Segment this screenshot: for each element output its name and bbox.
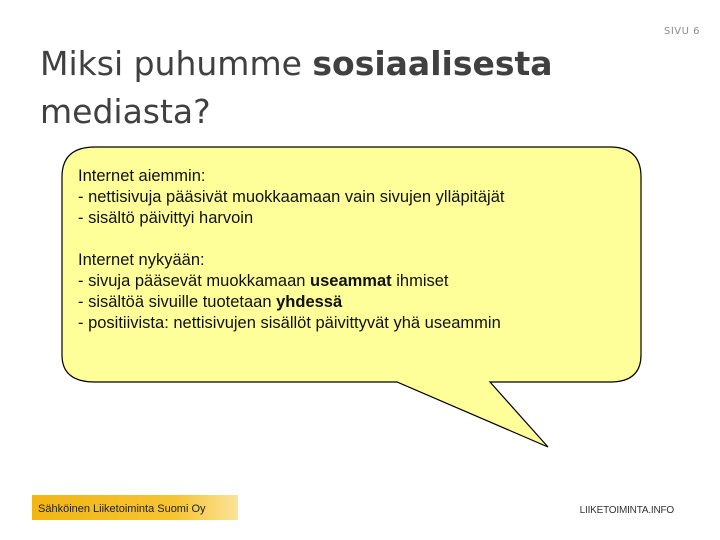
now-line-1-prefix: - sivuja pääsevät muokkamaan <box>78 272 311 290</box>
before-line-1: - nettisivuja pääsivät muokkaamaan vain sivujen ylläpitäjät <box>78 188 505 206</box>
now-line-2-prefix: - sisältöä sivuille tuotetaan <box>78 293 277 311</box>
footer-company: Sähköinen Liiketoiminta Suomi Oy <box>38 503 206 515</box>
title-part2: mediasta? <box>40 92 211 131</box>
title-bold: sosiaalisesta <box>312 44 553 83</box>
now-heading: Internet nykyään: <box>78 251 205 269</box>
now-line-2-bold: yhdessä <box>276 293 343 311</box>
before-line-2: - sisältö päivittyi harvoin <box>78 209 254 227</box>
before-heading: Internet aiemmin: <box>78 167 206 185</box>
now-line-3: - positiivista: nettisivujen sisällöt päivittyvät yhä useammin <box>78 314 501 332</box>
now-line-1 <box>78 271 618 292</box>
now-line-1-bold: useammat <box>310 272 392 290</box>
page-number: SIVU 6 <box>664 26 700 37</box>
footer-logo: LIIKETOIMINTA.INFO <box>579 505 674 516</box>
now-line-2 <box>78 292 618 313</box>
bubble-content <box>78 166 618 334</box>
now-line-1-suffix: ihmiset <box>391 272 449 290</box>
title-part1: Miksi puhumme <box>40 44 313 83</box>
